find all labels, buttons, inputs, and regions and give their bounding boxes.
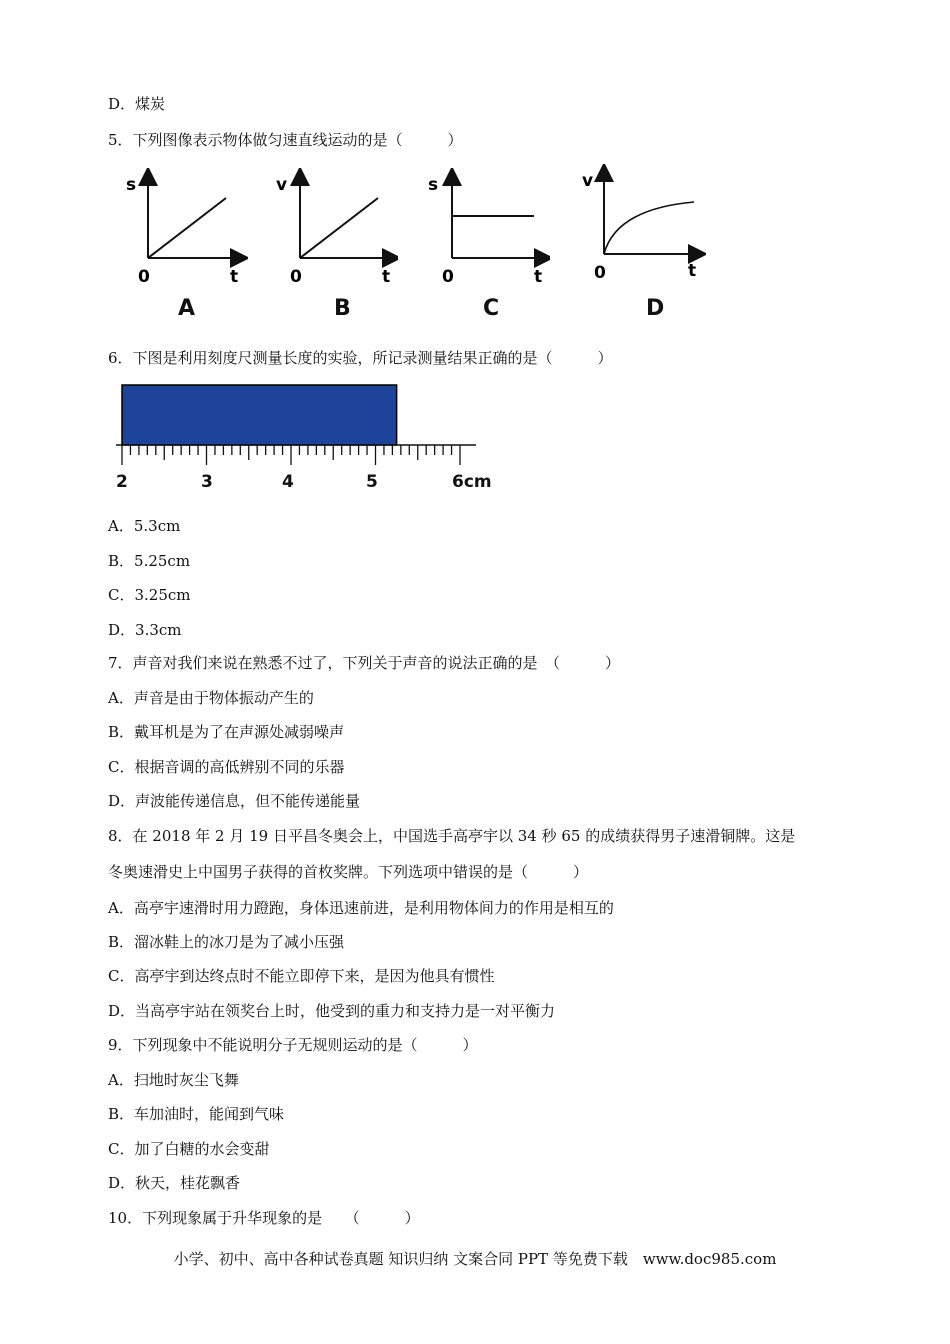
q6-option-b: B．5.25cm [108,552,191,570]
q5-stem: 5．下列图像表示物体做匀速直线运动的是（ ） [108,131,463,149]
origin-label: 0 [594,263,606,283]
ruler-label-3: 3 [201,472,213,492]
y-axis-label: v [582,171,594,191]
q8-stem-line2: 冬奥速滑史上中国男子获得的首枚奖牌。下列选项中错误的是（ ） [108,863,589,881]
ruler-label-6cm: 6cm [452,472,492,492]
q6-option-c: C．3.25cm [108,586,191,604]
x-axis-label: t [230,267,239,287]
page-footer: 小学、初中、高中各种试卷真题 知识归纳 文案合同 PPT 等免费下载 www.doc985.com [173,1250,777,1268]
origin-label: 0 [442,267,454,287]
x-axis-label: t [534,267,543,287]
q10-stem: 10．下列现象属于升华现象的是 （ ） [108,1209,420,1227]
graph-a [118,168,248,288]
q7-option-a: A．声音是由于物体振动产生的 [108,689,314,707]
origin-label: 0 [138,267,150,287]
graph-c-letter: C [483,296,500,321]
ruler-label-4: 4 [282,472,294,492]
q7-stem: 7．声音对我们来说在熟悉不过了，下列关于声音的说法正确的是 （ ） [108,654,621,672]
q6-option-d: D．3.3cm [108,621,182,639]
q8-option-c: C．高亭宇到达终点时不能立即停下来，是因为他具有惯性 [108,967,495,985]
q9-option-b: B．车加油时，能闻到气味 [108,1105,285,1123]
q9-option-a: A．扫地时灰尘飞舞 [108,1071,239,1089]
x-axis-label: t [688,261,697,281]
q7-option-d: D．声波能传递信息，但不能传递能量 [108,792,361,810]
x-axis-label: t [382,267,391,287]
measured-block [122,385,397,445]
y-axis-label: v [276,175,288,195]
q8-stem-line1: 8．在 2018 年 2 月 19 日平昌冬奥会上，中国选手高亭宇以 34 秒 65 的成绩获得男子速滑铜牌。这是 [108,827,796,845]
q8-option-d: D．当高亭宇站在领奖台上时，他受到的重力和支持力是一对平衡力 [108,1002,556,1020]
graph-curve [148,198,226,258]
ruler-label-5: 5 [366,472,378,492]
graph-a-letter: A [178,296,196,321]
y-axis-label: s [428,175,439,195]
graph-c [420,168,550,288]
graph-d [576,164,706,284]
y-axis-label: s [126,175,137,195]
q6-stem: 6．下图是利用刻度尺测量长度的实验，所记录测量结果正确的是（ ） [108,349,613,367]
q7-option-b: B．戴耳机是为了在声源处减弱噪声 [108,723,345,741]
q9-option-d: D．秋天，桂花飘香 [108,1174,241,1192]
graph-b-letter: B [334,296,351,321]
q4-option-d: D．煤炭 [108,95,166,113]
q7-option-c: C．根据音调的高低辨别不同的乐器 [108,758,345,776]
q6-option-a: A．5.3cm [108,517,181,535]
ruler-ticks [122,445,460,465]
q8-option-b: B．溜冰鞋上的冰刀是为了减小压强 [108,933,345,951]
origin-label: 0 [290,267,302,287]
ruler-figure [108,378,488,468]
graph-d-letter: D [646,296,665,321]
q9-stem: 9．下列现象中不能说明分子无规则运动的是（ ） [108,1036,478,1054]
ruler-label-2: 2 [116,472,128,492]
graph-curve [604,202,694,254]
q8-option-a: A．高亭宇速滑时用力蹬跑，身体迅速前进，是利用物体间力的作用是相互的 [108,899,614,917]
graph-curve [300,198,378,258]
graph-b [268,168,398,288]
q9-option-c: C．加了白糖的水会变甜 [108,1140,270,1158]
